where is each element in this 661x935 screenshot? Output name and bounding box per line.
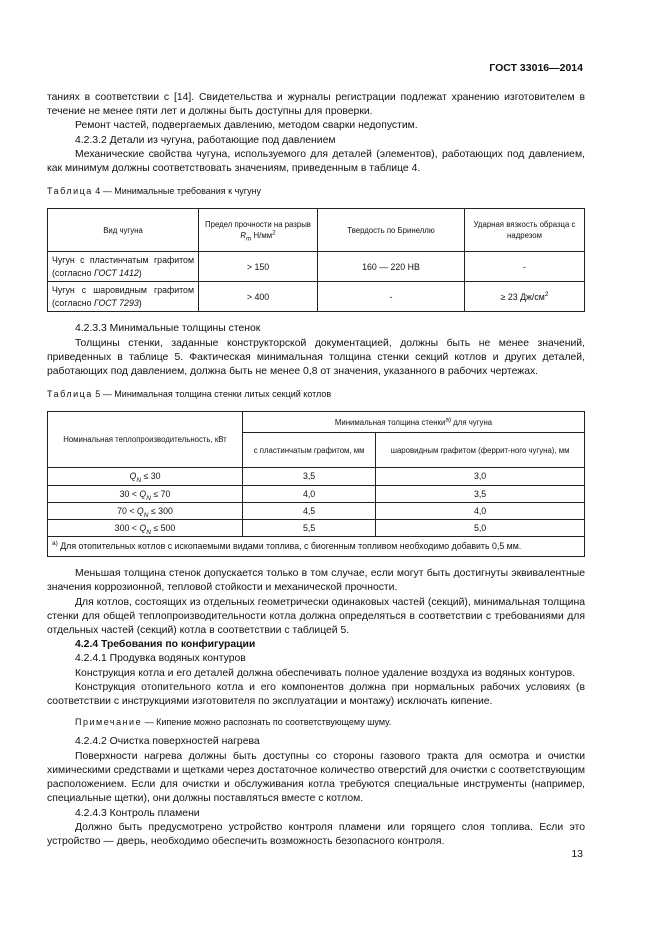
table-cell: 3,0 — [376, 468, 585, 485]
paragraph: таниях в соответствии с [14]. Свидетельства и журналы регистрации подлежат хранению изготовителем в течение не менее пяти лет и должны быть доступны для проверки. — [47, 92, 585, 118]
table-row — [48, 502, 585, 519]
table-cell: - — [318, 282, 465, 312]
table-row — [48, 520, 585, 537]
paragraph: Конструкция отопительного котла и его компонентов должна при нормальных рабочих условиях (в соответствии с инструкциями изготовителя по эксплуатации и монтажу) исключать кипение. — [47, 681, 585, 708]
table-cell: $Q_N \le 30$ — [48, 468, 243, 485]
header-cell: Ударная вязкость образца с надрезом — [465, 209, 585, 252]
table-footnote: $^{а)}$ Для отопительных котлов с ископаемыми видами топлива, с биогенным топливом необходимо добавить 0,5 мм. — [48, 537, 585, 557]
table-row — [48, 282, 585, 312]
header-cell: с пластинчатым графитом, мм — [243, 433, 376, 468]
table5-caption: Таблица 5 — Минимальная толщина стенки литых секций котлов — [47, 389, 332, 400]
header-cell: Предел прочности на разрыв $R_m$ $Н/мм^2$ — [199, 209, 318, 252]
table-cell: $300 < Q_N \le 500$ — [48, 520, 243, 537]
header-cell: Вид чугуна — [48, 209, 199, 252]
table-5 — [47, 411, 585, 557]
paragraph: Толщины стенки, заданные конструкторской документацией, должны быть не менее значений, приведенных в таблице 5. Фактическая минимальная толщина стенки секций котлов и других деталей, работающих под давлением, должна быть не менее 0,8 от значения, указанного в рабочих чертежах. — [47, 337, 585, 378]
table-cell: Чугун с шаровидным графитом (согласно ГОСТ 7293) — [48, 282, 199, 312]
table-cell: $70 < Q_N \le 300$ — [48, 502, 243, 519]
table-cell: 3,5 — [376, 485, 585, 502]
table-cell: > 400 — [199, 282, 318, 312]
page-content — [47, 91, 585, 849]
section-heading: 4.2.4.1 Продувка водяных контуров — [75, 653, 246, 665]
header-cell: Твердость по Бринеллю — [318, 209, 465, 252]
table-cell: > 150 — [199, 252, 318, 282]
paragraph: Поверхности нагрева должны быть доступны со стороны газового тракта для осмотра и очистки химическими средствами и щетками через достаточное количество отверстий для очистки с соответствующим расположением. Если для очистки и обслуживания котла требуются специальные инструменты (например, специальные щетки), они должны поставляться вместе с котлом. — [47, 750, 585, 805]
table-cell: $30 < Q_N \le 70$ — [48, 485, 243, 502]
paragraph: Ремонт частей, подвергаемых давлению, методом сварки недопустим. — [75, 120, 418, 132]
table-4 — [47, 208, 585, 312]
table-cell: ≥ 23 $Дж/см^2$ — [465, 282, 585, 312]
table-row — [48, 252, 585, 282]
section-heading: 4.2.4.2 Очистка поверхностей нагрева — [75, 736, 260, 748]
table-footnote-row — [48, 537, 585, 557]
table-row — [48, 485, 585, 502]
header-cell: Номинальная теплопроизводительность, кВт — [48, 412, 243, 468]
table-cell: Чугун с пластинчатым графитом (согласно ГОСТ 1412) — [48, 252, 199, 282]
table4-caption: Таблица 4 — Минимальные требования к чугуну — [47, 186, 262, 197]
page-number: 13 — [571, 848, 583, 860]
table-cell: 160 — 220 НВ — [318, 252, 465, 282]
paragraph: Конструкция котла и его деталей должна обеспечивать полное удаление воздуха из водяных контуров. — [75, 667, 575, 679]
table-cell: - — [465, 252, 585, 282]
paragraph: Механические свойства чугуна, используемого для деталей (элементов), работающих под давлением, как минимум должны соответствовать значениям, приведенным в таблице 4. — [47, 148, 585, 175]
section-heading: 4.2.4 Требования по конфигурации — [75, 639, 256, 651]
section-heading: 4.2.3.3 Минимальные толщины стенок — [75, 323, 261, 335]
table-header-row — [48, 209, 585, 252]
document-header: ГОСТ 33016—2014 — [489, 62, 583, 74]
header-cell: Минимальная толщина стенки$^{а)}$ для чугуна — [243, 412, 585, 433]
table-cell: 4,0 — [243, 485, 376, 502]
section-heading: 4.2.3.2 Детали из чугуна, работающие под давлением — [75, 134, 336, 146]
table-header-row — [48, 412, 585, 433]
table-cell: 3,5 — [243, 468, 376, 485]
section-heading: 4.2.4.3 Контроль пламени — [75, 807, 200, 819]
paragraph: Для котлов, состоящих из отдельных геометрически одинаковых частей (секций), минимальная толщина стенки для общей теплопроизводительности котла должна определяться в соответствии с требованиями для отдельных частей (секций) котла в соответствии с таблицей 5. — [47, 596, 585, 637]
paragraph: Меньшая толщина стенок допускается только в том случае, если могут быть достигнуты эквивалентные значения коррозионной, тепловой стойкости и механической прочности. — [47, 568, 585, 594]
table-cell: 5,5 — [243, 520, 376, 537]
note: Примечание — Кипение можно распознать по соответствующему шуму. — [75, 717, 392, 728]
table-cell: 4,5 — [243, 502, 376, 519]
paragraph: Должно быть предусмотрено устройство контроля пламени или горящего слоя топлива. Если это устройство — дверь, необходимо обеспечить возможность безопасного контроля. — [47, 821, 585, 847]
header-cell: шаровидным графитом (феррит-ного чугуна), мм — [376, 433, 585, 468]
table-cell: 5,0 — [376, 520, 585, 537]
table-row — [48, 468, 585, 485]
table-cell: 4,0 — [376, 502, 585, 519]
